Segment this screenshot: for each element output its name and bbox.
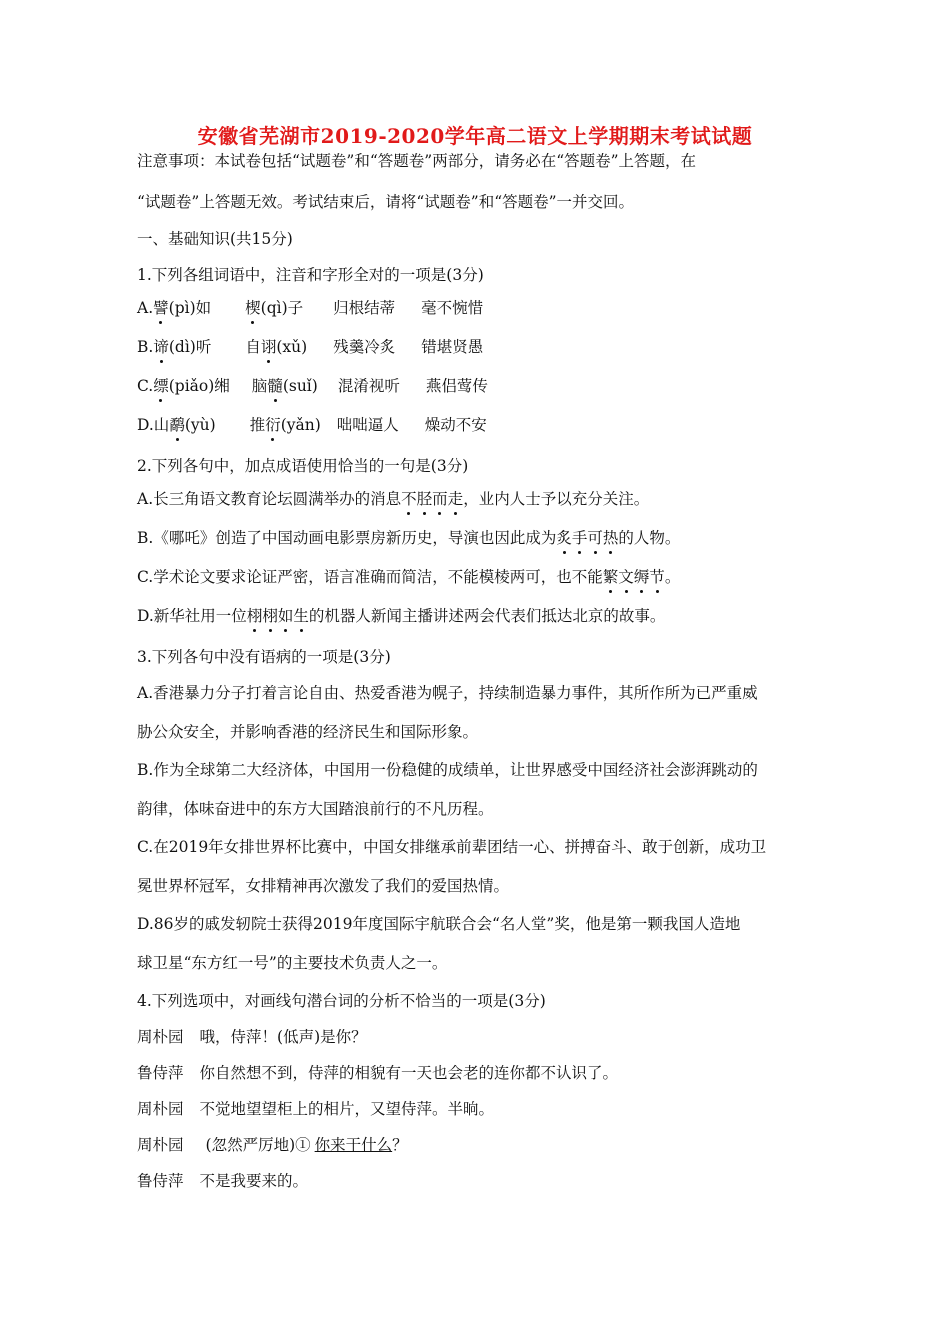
dotted-char: 可 [587,529,603,547]
q3-option-a-line1: A.香港暴力分子打着言论自由、热爱香港为幌子，持续制造暴力事件，其所作所为已严重威 [137,684,758,702]
sentence-part: C.学术论文要求论证严密，语言准确而简洁，不能模棱两可，也不能 [137,568,603,586]
dotted-idiom [401,490,463,508]
q2-option-b [137,527,680,549]
q3-stem: 3.下列各句中没有语病的一项是(3分) [137,648,391,666]
option-letter: B. [137,338,154,356]
q3-option-c-line2: 冕世界杯冠军，女排精神再次激发了我们的爱国热情。 [137,877,510,895]
speaker: 鲁侍萍 [137,1172,184,1190]
q1-option-c [137,375,488,397]
q3-option-b-line1: B.作为全球第二大经济体，中国用一份稳健的成绩单，让世界感受中国经济社会澎湃跳动的 [137,761,758,779]
dialogue-line [137,1098,494,1120]
sentence-part: 的机器人新闻主播讲述两会代表们抵达北京的故事。 [308,607,666,625]
q1-option-d [137,414,487,436]
pinyin-word: (dì)听 [168,338,212,356]
speaker: 周朴园 [137,1100,184,1118]
notice-line-2: “试题卷”上答题无效。考试结束后，请将“试题卷”和“答题卷”一并交回。 [137,193,635,211]
dotted-char: 不 [401,490,417,508]
dialogue-line [137,1170,308,1192]
idiom: 咄咄逼人 [336,416,399,434]
pinyin: (yǎn) [280,416,321,434]
q3-option-b-line2: 韵律，体味奋进中的东方大国踏浪前行的不凡历程。 [137,800,494,818]
q2-option-d [137,605,665,627]
idiom: 混淆视听 [337,377,400,395]
sentence-part: B.《哪吒》创造了中国动画电影票房新历史，导演也因此成为 [137,529,557,547]
sentence-part: 。 [664,568,681,586]
dotted-char: 鹬 [169,416,185,434]
sentence-part: 的人物。 [618,529,681,547]
pinyin: (yù) [184,416,216,434]
option-letter: A. [137,299,154,317]
pinyin-word: (qì)子 [260,299,304,317]
dotted-char: 缥 [153,377,169,395]
idiom: 错堪贤愚 [421,338,484,356]
q2-option-a [137,488,649,510]
q3-option-c-line1: C.在2019年女排世界杯比赛中，中国女排继承前辈团结一心、拼搏奋斗、敢于创新，成功卫 [137,838,767,856]
pinyin-word: (piǎo)缃 [168,377,230,395]
page-title: 安徽省芜湖市2019-2020学年高二语文上学期期末考试试题 [197,124,753,148]
pinyin-word: (pì)如 [168,299,212,317]
dotted-char: 节 [649,568,665,586]
dotted-idiom [247,607,309,625]
sentence-part: D.新华社用一位 [137,607,247,625]
notice-line-1: 注意事项：本试卷包括“试题卷”和“答题卷”两部分，请务必在“答题卷”上答题，在 [137,152,697,170]
word-char: 推 [249,416,266,434]
q1-stem: 1.下列各组词语中，注音和字形全对的一项是(3分) [137,266,484,284]
word-char: 自 [245,338,261,356]
speaker: 周朴园 [137,1136,184,1154]
q1-option-b [137,336,483,358]
q3-option-d-line1: D.86岁的戚发轫院士获得2019年度国际宇航联合会“名人堂”奖，他是第一颗我国人造地 [137,915,741,933]
option-letter: D.山 [137,416,170,434]
dotted-char: 栩 [246,607,263,625]
underlined-line: 你来干什么 [314,1136,393,1154]
dotted-char: 走 [447,490,464,508]
dialogue-line [137,1062,618,1084]
dotted-char: 楔 [245,299,261,317]
dotted-char: 热 [602,529,619,547]
punctuation: ？ [392,1136,408,1154]
dialogue-text: 不是我要来的。 [199,1172,309,1190]
dialogue-line [137,1026,367,1048]
sentence-part: A.长三角语文教育论坛圆满举办的消息 [137,490,402,508]
dotted-char: 诩 [260,338,277,356]
dotted-char: 衍 [265,416,281,434]
idiom: 燥动不安 [424,416,487,434]
dotted-char: 栩 [262,607,278,625]
q1-option-a [137,297,483,319]
dotted-idiom [556,529,618,547]
dotted-char: 炙 [556,529,572,547]
dotted-char: 手 [571,529,588,547]
q4-stem: 4.下列选项中，对画线句潜台词的分析不恰当的一项是(3分) [137,992,546,1010]
dialogue-text: 哦，侍萍！(低声)是你？ [199,1028,367,1046]
dotted-char: 文 [618,568,634,586]
dotted-char: 生 [293,607,309,625]
dotted-char: 谛 [153,338,169,356]
pinyin: (xǔ) [276,338,308,356]
dotted-char: 如 [277,607,294,625]
dotted-idiom [603,568,665,586]
idiom: 归根结蒂 [333,299,396,317]
dotted-char: 譬 [153,299,169,317]
sentence-part: ，业内人士予以充分关注。 [463,490,650,508]
idiom: 残羹冷炙 [333,338,396,356]
dialogue-text: 你自然想不到，侍萍的相貌有一天也会老的连你都不认识了。 [199,1064,619,1082]
speaker: 周朴园 [137,1028,184,1046]
section-heading: 一、基础知识(共15分) [137,230,293,248]
dialogue-line [137,1134,408,1156]
pinyin: (suǐ) [282,377,318,395]
q3-option-a-line2: 胁公众安全，并影响香港的经济民生和国际形象。 [137,723,479,741]
idiom: 毫不惋惜 [421,299,484,317]
dotted-char: 繁 [602,568,619,586]
dotted-char: 缛 [633,568,650,586]
dotted-char: 胫 [416,490,433,508]
q3-option-d-line2: 球卫星“东方红一号”的主要技术负责人之一。 [137,954,448,972]
dotted-char: 而 [432,490,448,508]
q2-stem: 2.下列各句中，加点成语使用恰当的一句是(3分) [137,457,469,475]
q2-option-c [137,566,680,588]
idiom: 燕侣莺传 [425,377,488,395]
dialogue-text: 不觉地望望柜上的相片，又望侍萍。半晌。 [199,1100,495,1118]
word-char: 脑 [251,377,268,395]
speaker: 鲁侍萍 [137,1064,184,1082]
dotted-char: 髓 [267,377,283,395]
option-letter: C. [137,377,154,395]
stage-direction: (忽然严厉地)① [205,1136,311,1154]
